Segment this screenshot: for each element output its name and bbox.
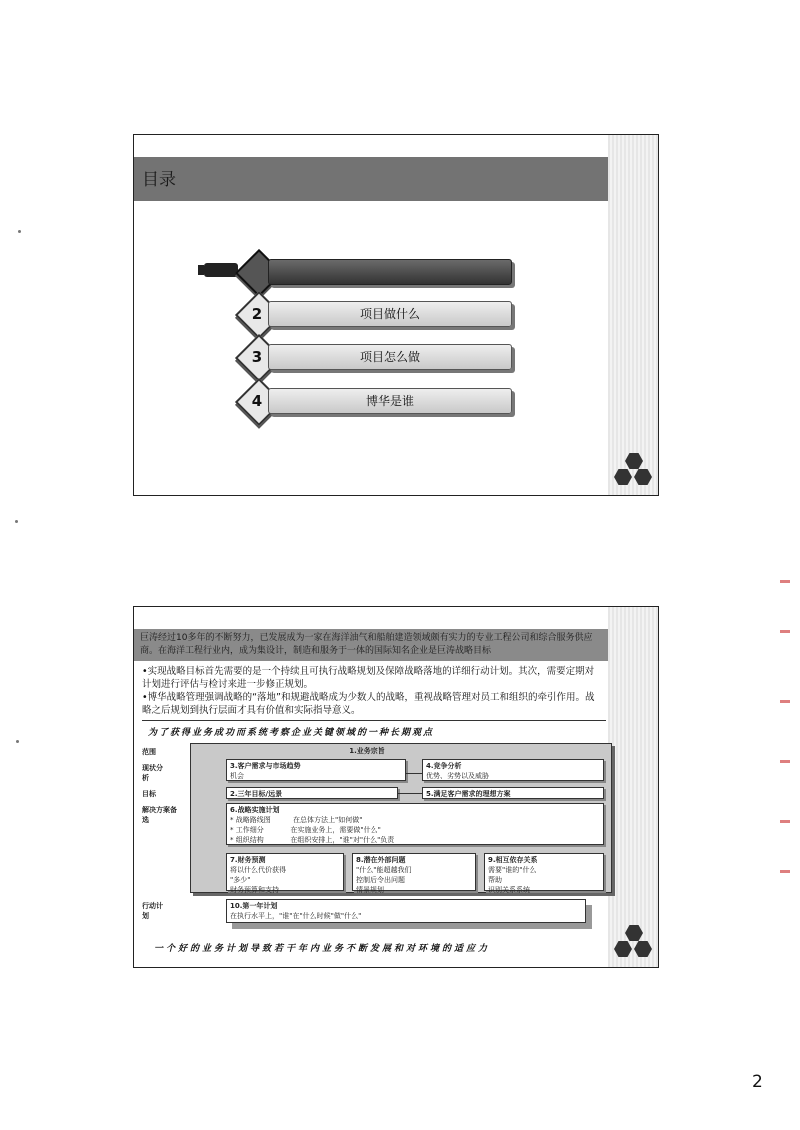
slide-sidebar-decoration <box>608 607 658 967</box>
box3-sub: 机会 <box>230 772 244 780</box>
box8-title: 8.潜在外部问题 <box>356 856 406 864</box>
box7-line-1: 将以什么代价获得 <box>230 866 286 874</box>
box8-line-2: 控制后令出问题 <box>356 876 405 884</box>
row-label-scope: 范围 <box>142 748 156 756</box>
box-first-year-plan <box>226 899 586 923</box>
scan-speck <box>15 520 18 523</box>
row-label-analysis: 现状分析 <box>142 764 163 782</box>
bullet-item-1: •实现战略目标首先需要的是一个持续且可执行战略规划及保障战略落地的详细行动计划。其次，需要定期对计划进行评估与检讨来进一步修正规划。 <box>142 666 595 690</box>
box6-line-2: * 工作细分 在实施业务上，需要做"什么" <box>230 826 381 834</box>
toc-item-3-number: 3 <box>251 348 263 366</box>
slide-title: 目录 <box>142 170 176 190</box>
business-plan-diagram <box>142 743 612 935</box>
slide-header-text: 巨涛经过10多年的不断努力，已发展成为一家在海洋油气和船舶建造领域颇有实力的专业工程公司和综合服务供应商。在海洋工程行业内，成为集设计，制造和服务于一体的国际知名企业是巨涛战略目标 <box>134 629 608 661</box>
box-ideal-solution <box>422 787 604 799</box>
slide-footer-text: 一个好的业务计划导致若干年内业务不断发展和对环境的适应力 <box>154 944 491 954</box>
arrow-connector <box>398 793 422 794</box>
box9-title: 9.相互依存关系 <box>488 856 538 864</box>
box-mission <box>292 745 442 757</box>
box-mission-title: 1.业务宗旨 <box>349 747 385 755</box>
scan-speck <box>18 230 21 233</box>
box8-line-3: 情景规划 <box>356 886 384 894</box>
box-implementation-plan <box>226 803 604 845</box>
toc-item-4-label: 博华是谁 <box>365 394 414 408</box>
toc-item-2-label: 项目做什么 <box>359 307 420 321</box>
box6-line-1: * 战略路线图 在总体方法上"如何做" <box>230 816 363 824</box>
box-three-year-goal <box>226 787 398 799</box>
box9-line-3: 识别关系系统 <box>488 886 530 894</box>
toc-item-1[interactable] <box>268 259 512 285</box>
toc-item-4-number: 4 <box>251 392 263 410</box>
box7-line-2: "多少" <box>230 876 251 884</box>
box6-line-3: * 组织结构 在组织安排上，"谁"对"什么"负责 <box>230 836 395 844</box>
box10-title: 10.第一年计划 <box>230 902 278 910</box>
box4-title: 4.竞争分析 <box>426 762 462 770</box>
box10-sub: 在执行水平上，"谁"在"什么时候"做"什么" <box>230 912 362 920</box>
arrow-connector <box>406 773 422 774</box>
scan-speck <box>16 740 19 743</box>
box-customer-needs <box>226 759 406 781</box>
row-label-solution: 解决方案备选 <box>142 806 177 824</box>
box-interdependence <box>484 853 604 894</box>
slide-sidebar-decoration <box>608 135 658 495</box>
row-label-action: 行动计划 <box>142 902 163 920</box>
box9-line-1: 需要"谁的"什么 <box>488 866 537 874</box>
bullet-item-2: •博华战略管理强调战略的“落地”和规避战略成为少数人的战略，重视战略管理对员工和组织的牵引作用。战略之后规划到执行层面才具有价值和实际指导意义。 <box>142 692 595 716</box>
box5-title: 5.满足客户需求的理想方案 <box>426 790 511 798</box>
divider-line <box>142 720 606 721</box>
margin-red-marks <box>780 560 794 890</box>
box-financial-forecast <box>226 853 344 894</box>
box-competition <box>422 759 604 781</box>
slide-strategy-planning <box>133 606 659 968</box>
row-label-goal: 目标 <box>142 790 156 798</box>
bullet-list <box>142 665 602 717</box>
page-number: 2 <box>752 1072 763 1092</box>
toc-item-2[interactable] <box>268 301 512 327</box>
slide-title-bar <box>134 157 608 201</box>
box4-sub: 优势、劣势以及威胁 <box>426 772 489 780</box>
toc-item-2-number: 2 <box>251 305 263 323</box>
toc-item-3[interactable] <box>268 344 512 370</box>
box3-title: 3.客户需求与市场趋势 <box>230 762 301 770</box>
box7-title: 7.财务预测 <box>230 856 266 864</box>
diagram-caption: 为了获得业务成功而系统考察企业关键领域的一种长期观点 <box>148 728 435 738</box>
box-external-issues <box>352 853 476 894</box>
toc-item-4[interactable] <box>268 388 512 414</box>
box2-title: 2.三年目标/远景 <box>230 790 283 798</box>
pointing-hand-icon <box>204 263 238 277</box>
box6-title: 6.战略实施计划 <box>230 806 280 814</box>
box8-line-1: "什么"能超越我们 <box>356 866 412 874</box>
slide-table-of-contents <box>133 134 659 496</box>
box7-line-3: 财务预算和支持 <box>230 886 279 894</box>
box9-line-2: 帮助 <box>488 876 502 884</box>
toc-item-3-label: 项目怎么做 <box>359 350 420 364</box>
